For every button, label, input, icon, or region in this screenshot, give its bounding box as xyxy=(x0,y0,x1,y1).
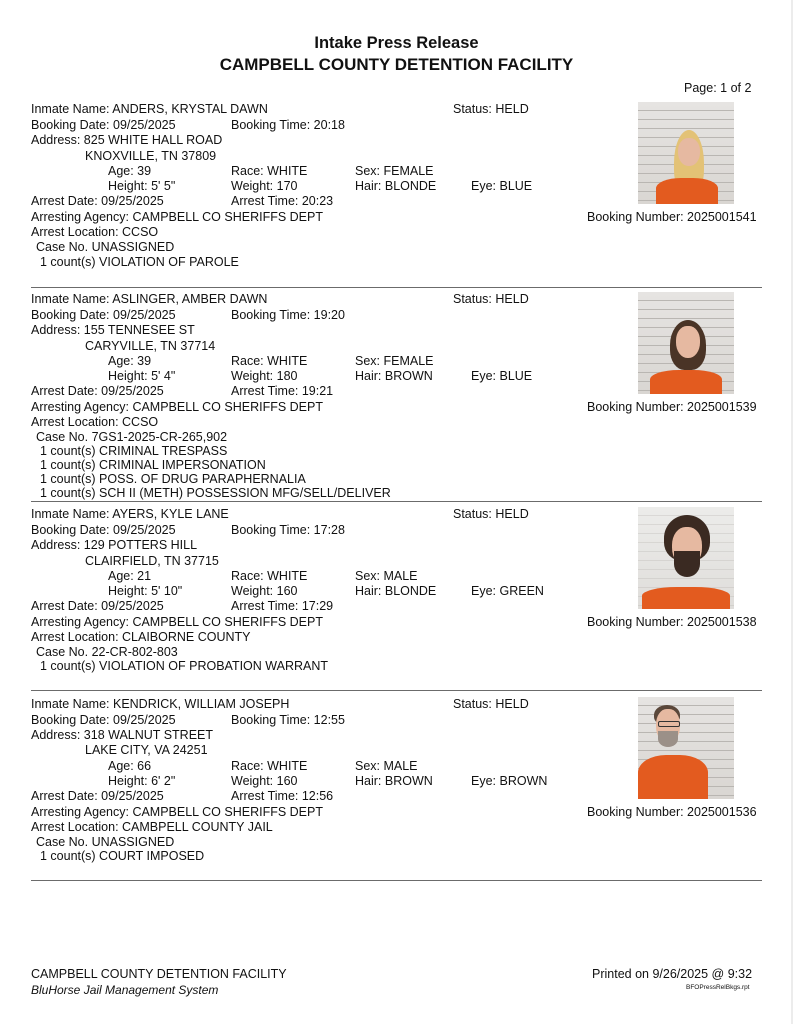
address-line-2: CARYVILLE, TN 37714 xyxy=(85,339,216,353)
booking-number: Booking Number: 2025001538 xyxy=(587,615,757,629)
address-line-2: LAKE CITY, VA 24251 xyxy=(85,743,208,757)
print-timestamp: Printed on 9/26/2025 @ 9:32 xyxy=(592,967,753,981)
orange-jumpsuit xyxy=(650,370,722,394)
arrest-time: Arrest Time: 12:56 xyxy=(231,789,334,803)
charge-line: 1 count(s) SCH II (METH) POSSESSION MFG/SELL/DELIVER xyxy=(40,486,391,500)
face-shape xyxy=(676,326,700,358)
height: Height: 6' 2" xyxy=(108,774,176,788)
hair-color: Hair: BROWN xyxy=(355,774,433,788)
hair-color: Hair: BLONDE xyxy=(355,584,437,598)
mugshot-photo xyxy=(638,507,734,609)
address-line-1: Address: 129 POTTERS HILL xyxy=(31,538,198,552)
weight: Weight: 170 xyxy=(231,179,298,193)
height: Height: 5' 4" xyxy=(108,369,176,383)
face-shape xyxy=(678,138,700,166)
sex: Sex: MALE xyxy=(355,759,418,773)
weight: Weight: 160 xyxy=(231,584,298,598)
weight: Weight: 180 xyxy=(231,369,298,383)
booking-time: Booking Time: 17:28 xyxy=(231,523,345,537)
booking-date: Booking Date: 09/25/2025 xyxy=(31,713,176,727)
address-line-2: KNOXVILLE, TN 37809 xyxy=(85,149,217,163)
record-divider xyxy=(31,501,762,502)
booking-number: Booking Number: 2025001541 xyxy=(587,210,757,224)
mugshot-photo xyxy=(638,292,734,394)
sex: Sex: MALE xyxy=(355,569,418,583)
arrest-date: Arrest Date: 09/25/2025 xyxy=(31,194,164,208)
arrest-time: Arrest Time: 20:23 xyxy=(231,194,334,208)
weight: Weight: 160 xyxy=(231,774,298,788)
age: Age: 39 xyxy=(108,164,152,178)
eye-color: Eye: BLUE xyxy=(471,179,533,193)
race: Race: WHITE xyxy=(231,569,308,583)
facility-title: CAMPBELL COUNTY DETENTION FACILITY xyxy=(219,55,574,74)
address-line-1: Address: 155 TENNESEE ST xyxy=(31,323,195,337)
case-number: Case No. UNASSIGNED xyxy=(36,835,175,849)
charge-line: 1 count(s) VIOLATION OF PROBATION WARRANT xyxy=(40,659,329,673)
orange-jumpsuit xyxy=(638,755,708,799)
eye-color: Eye: BROWN xyxy=(471,774,548,788)
age: Age: 21 xyxy=(108,569,152,583)
race: Race: WHITE xyxy=(231,759,308,773)
booking-date: Booking Date: 09/25/2025 xyxy=(31,118,176,132)
charge-line: 1 count(s) CRIMINAL TRESPASS xyxy=(40,444,228,458)
arresting-agency: Arresting Agency: CAMPBELL CO SHERIFFS DEPT xyxy=(31,805,323,819)
inmate-name: Inmate Name: ASLINGER, AMBER DAWN xyxy=(31,292,268,306)
eye-color: Eye: BLUE xyxy=(471,369,533,383)
footer-system: BluHorse Jail Management System xyxy=(31,983,219,997)
charge-line: 1 count(s) POSS. OF DRUG PARAPHERNALIA xyxy=(40,472,306,486)
address-line-2: CLAIRFIELD, TN 37715 xyxy=(85,554,219,568)
orange-jumpsuit xyxy=(642,587,730,609)
inmate-status: Status: HELD xyxy=(453,507,529,521)
address-line-1: Address: 825 WHITE HALL ROAD xyxy=(31,133,223,147)
arrest-time: Arrest Time: 17:29 xyxy=(231,599,334,613)
inmate-status: Status: HELD xyxy=(453,292,529,306)
sex: Sex: FEMALE xyxy=(355,354,434,368)
mugshot-photo xyxy=(638,102,734,204)
report-id: BFOPressRelBkgs.rpt xyxy=(686,984,750,991)
beard-shape xyxy=(674,551,700,577)
charge-line: 1 count(s) COURT IMPOSED xyxy=(40,849,205,863)
hair-color: Hair: BLONDE xyxy=(355,179,437,193)
arrest-location: Arrest Location: CLAIBORNE COUNTY xyxy=(31,630,251,644)
record-divider xyxy=(31,880,762,881)
height: Height: 5' 5" xyxy=(108,179,176,193)
eye-color: Eye: GREEN xyxy=(471,584,544,598)
case-number: Case No. UNASSIGNED xyxy=(36,240,175,254)
glasses-shape xyxy=(658,721,680,727)
hair-color: Hair: BROWN xyxy=(355,369,433,383)
race: Race: WHITE xyxy=(231,164,308,178)
case-number: Case No. 22-CR-802-803 xyxy=(36,645,178,659)
booking-number: Booking Number: 2025001536 xyxy=(587,805,757,819)
sex: Sex: FEMALE xyxy=(355,164,434,178)
arrest-time: Arrest Time: 19:21 xyxy=(231,384,334,398)
height: Height: 5' 10" xyxy=(108,584,183,598)
booking-time: Booking Time: 12:55 xyxy=(231,713,345,727)
inmate-name: Inmate Name: AYERS, KYLE LANE xyxy=(31,507,229,521)
record-divider xyxy=(31,690,762,691)
charge-line: 1 count(s) CRIMINAL IMPERSONATION xyxy=(40,458,266,472)
report-title: Intake Press Release xyxy=(314,34,479,52)
orange-jumpsuit xyxy=(656,178,718,204)
page-number: Page: 1 of 2 xyxy=(684,81,752,95)
arrest-date: Arrest Date: 09/25/2025 xyxy=(31,599,164,613)
arresting-agency: Arresting Agency: CAMPBELL CO SHERIFFS DEPT xyxy=(31,400,323,414)
arrest-date: Arrest Date: 09/25/2025 xyxy=(31,789,164,803)
booking-date: Booking Date: 09/25/2025 xyxy=(31,308,176,322)
charge-line: 1 count(s) VIOLATION OF PAROLE xyxy=(40,255,239,269)
inmate-status: Status: HELD xyxy=(453,102,529,116)
booking-number: Booking Number: 2025001539 xyxy=(587,400,757,414)
mugshot-photo xyxy=(638,697,734,799)
arrest-location: Arrest Location: CAMBPELL COUNTY JAIL xyxy=(31,820,273,834)
booking-date: Booking Date: 09/25/2025 xyxy=(31,523,176,537)
race: Race: WHITE xyxy=(231,354,308,368)
inmate-name: Inmate Name: KENDRICK, WILLIAM JOSEPH xyxy=(31,697,290,711)
booking-time: Booking Time: 20:18 xyxy=(231,118,345,132)
case-number: Case No. 7GS1-2025-CR-265,902 xyxy=(36,430,228,444)
arrest-location: Arrest Location: CCSO xyxy=(31,225,159,239)
booking-time: Booking Time: 19:20 xyxy=(231,308,345,322)
inmate-name: Inmate Name: ANDERS, KRYSTAL DAWN xyxy=(31,102,268,116)
footer-facility: CAMPBELL COUNTY DETENTION FACILITY xyxy=(31,967,287,981)
address-line-1: Address: 318 WALNUT STREET xyxy=(31,728,214,742)
inmate-status: Status: HELD xyxy=(453,697,529,711)
arrest-location: Arrest Location: CCSO xyxy=(31,415,159,429)
record-divider xyxy=(31,287,762,288)
arrest-date: Arrest Date: 09/25/2025 xyxy=(31,384,164,398)
arresting-agency: Arresting Agency: CAMPBELL CO SHERIFFS DEPT xyxy=(31,210,323,224)
arresting-agency: Arresting Agency: CAMPBELL CO SHERIFFS DEPT xyxy=(31,615,323,629)
beard-shape xyxy=(658,731,678,747)
age: Age: 66 xyxy=(108,759,152,773)
age: Age: 39 xyxy=(108,354,152,368)
